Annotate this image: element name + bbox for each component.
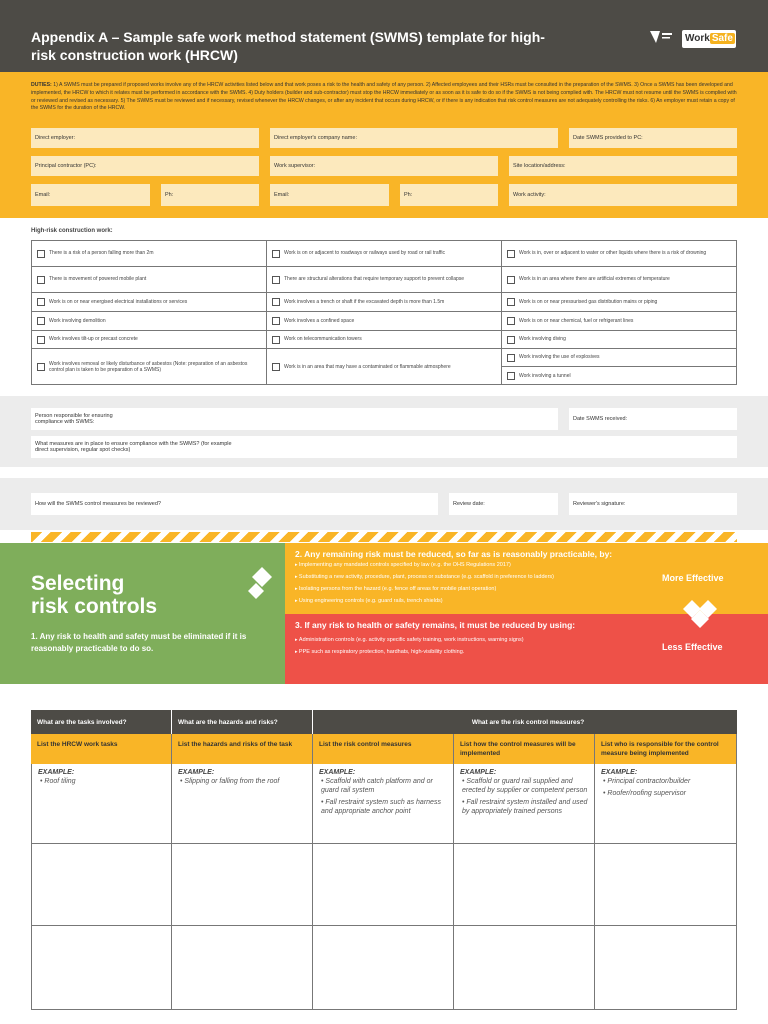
eliminate-point: 1. Any risk to health and safety must be eliminated if it is reasonably practicable to do so. bbox=[31, 632, 247, 653]
control-item: ▸ Using engineering controls (e.g. guard rails, trench shields) bbox=[295, 598, 443, 604]
more-effective-label: More Effective bbox=[662, 573, 724, 583]
direct-employer-field[interactable]: Direct employer: bbox=[31, 128, 259, 148]
hrcw-option[interactable]: Work is on or near chemical, fuel or refrigerant lines bbox=[502, 312, 736, 331]
checkbox[interactable] bbox=[507, 298, 515, 306]
review-date-field[interactable]: Review date: bbox=[449, 493, 558, 515]
hrcw-option[interactable]: Work involves a trench or shaft if the excavated depth is more than 1.5m bbox=[267, 293, 502, 312]
table-cell[interactable] bbox=[31, 926, 172, 1010]
checkbox[interactable] bbox=[272, 317, 280, 325]
diamond-icon bbox=[248, 567, 276, 601]
checkbox[interactable] bbox=[272, 363, 280, 371]
victoria-state-government-logo bbox=[650, 31, 672, 45]
table-subheader: List who is responsible for the control measure being implemented bbox=[595, 734, 737, 764]
table-header: What are the hazards and risks? bbox=[172, 710, 313, 734]
control-item: ▸ Substituting a new activity, procedure, plant, process or substance (e.g. scaffold in preference to ladders) bbox=[295, 574, 554, 580]
company-name-field[interactable]: Direct employer's company name: bbox=[270, 128, 558, 148]
principal-contractor-field[interactable]: Principal contractor (PC): bbox=[31, 156, 259, 176]
compliance-measures-field[interactable]: What measures are in place to ensure compliance with the SWMS? (for example direct supervision, regular spot checks) bbox=[31, 436, 737, 458]
work-supervisor-field[interactable]: Work supervisor: bbox=[270, 156, 498, 176]
hrcw-option[interactable]: Work involving diving bbox=[502, 331, 736, 349]
checkbox[interactable] bbox=[507, 336, 515, 344]
phone-field-1[interactable]: Ph: bbox=[161, 184, 259, 206]
hrcw-option[interactable]: Work is on or near pressurised gas distribution mains or piping bbox=[502, 293, 736, 312]
remaining-risk-heading: 3. If any risk to health or safety remains, it must be reduced by using: bbox=[295, 620, 576, 630]
control-item: ▸ PPE such as respiratory protection, hardhats, high-visibility clothing. bbox=[295, 649, 464, 655]
header bbox=[0, 0, 768, 72]
hrcw-option[interactable]: Work on telecommunication towers bbox=[267, 331, 502, 349]
email-field-2[interactable]: Email: bbox=[270, 184, 389, 206]
table-header: What are the risk control measures? bbox=[313, 710, 737, 734]
duties-text: DUTIES: 1) A SWMS must be prepared if proposed works involve any of the HRCW activities listed below and that work poses a risk to the health and safety of any person. 2) Affected employees and their HSRs must be consulted in the preparation of the SWMS. 3) Once a SWMS has been developed and implemented, the HRCW to which it relates must be performed in accordance with the SWMS. 4) Duty holders (builder and sub-contractor) must stop the HRCW immediately or as soon as it is safe to do so if the SWMS is not being complied with. The HRCW must not resume until the SWMS is complied with or reviewed and revised as necessary. 5) The SWMS must be reviewed and if necessary, revised whenever the HRCW changes, or after any incident that occurs during HRCW, or if there is any indication that risk control measures are not adequately controlling the risks. 6) An employer must retain a copy of the SWMS for the duration of the HRCW. bbox=[31, 82, 737, 112]
table-cell[interactable] bbox=[454, 844, 595, 926]
table-cell[interactable]: EXAMPLE: • Scaffold with catch platform and or guard rail system • Fall restraint system such as harness and appropriate anchor point bbox=[313, 764, 454, 844]
hrcw-option[interactable]: Work involving a tunnel bbox=[502, 367, 736, 385]
site-location-field[interactable]: Site location/address: bbox=[509, 156, 737, 176]
hrcw-option[interactable]: There is a risk of a person falling more than 2m bbox=[32, 241, 267, 267]
table-cell[interactable] bbox=[595, 926, 737, 1010]
review-method-field[interactable]: How will the SWMS control measures be reviewed? bbox=[31, 493, 438, 515]
checkbox[interactable] bbox=[37, 317, 45, 325]
hrcw-option[interactable]: Work is on or near energised electrical installations or services bbox=[32, 293, 267, 312]
work-activity-field[interactable]: Work activity: bbox=[509, 184, 737, 206]
table-subheader: List the hazards and risks of the task bbox=[172, 734, 313, 764]
table-cell[interactable] bbox=[172, 844, 313, 926]
date-received-field[interactable]: Date SWMS received: bbox=[569, 408, 737, 430]
page-title: Appendix A – Sample safe work method statement (SWMS) template for high-risk construction work (HRCW) bbox=[31, 29, 545, 63]
checkbox[interactable] bbox=[37, 250, 45, 258]
hrcw-option[interactable]: Work is in an area where there are artificial extremes of temperature bbox=[502, 267, 736, 293]
checkbox[interactable] bbox=[507, 372, 515, 380]
hrcw-option[interactable]: Work involving demolition bbox=[32, 312, 267, 331]
hrcw-option[interactable]: Work is in an area that may have a contaminated or flammable atmosphere bbox=[267, 349, 502, 385]
checkbox[interactable] bbox=[272, 276, 280, 284]
checkbox[interactable] bbox=[507, 276, 515, 284]
less-effective-label: Less Effective bbox=[662, 642, 723, 652]
hrcw-option[interactable]: Work involves removal or likely disturbance of asbestos (Note: preparation of an asbestos control plan is taken to be preparation of a SWMS) bbox=[32, 349, 267, 385]
hrcw-option[interactable]: Work involves tilt-up or precast concrete bbox=[32, 331, 267, 349]
hrcw-option[interactable]: Work is in, over or adjacent to water or other liquids where there is a risk of drowning bbox=[502, 241, 736, 267]
checkbox[interactable] bbox=[272, 250, 280, 258]
selecting-risk-controls-panel bbox=[0, 543, 285, 684]
hrcw-option[interactable]: There is movement of powered mobile plant bbox=[32, 267, 267, 293]
table-cell[interactable]: EXAMPLE: • Principal contractor/builder • Roofer/roofing supervisor bbox=[595, 764, 737, 844]
worksafe-logo: Work Safe bbox=[682, 30, 736, 48]
checkbox[interactable] bbox=[507, 354, 515, 362]
table-cell[interactable] bbox=[454, 926, 595, 1010]
table-subheader: List the risk control measures bbox=[313, 734, 454, 764]
phone-field-2[interactable]: Ph: bbox=[400, 184, 498, 206]
table-cell[interactable] bbox=[313, 926, 454, 1010]
table-cell[interactable] bbox=[172, 926, 313, 1010]
hrcw-label: High-risk construction work: bbox=[31, 228, 113, 234]
hazard-stripe-divider bbox=[31, 532, 737, 542]
table-cell[interactable]: EXAMPLE: • Roof tiling bbox=[31, 764, 172, 844]
control-item: ▸ Administration controls (e.g. activity specific safety training, work instructions, warning signs) bbox=[295, 637, 524, 643]
diamond-icon bbox=[683, 600, 717, 628]
checkbox[interactable] bbox=[507, 250, 515, 258]
table-cell[interactable]: EXAMPLE: • Scaffold or guard rail supplied and erected by supplier or competent person • Fall restraint system installed and used by appropriately trained persons bbox=[454, 764, 595, 844]
table-cell[interactable] bbox=[31, 844, 172, 926]
checkbox[interactable] bbox=[37, 336, 45, 344]
checkbox[interactable] bbox=[37, 363, 45, 371]
hrcw-option[interactable]: Work involving the use of explosives bbox=[502, 349, 736, 367]
table-cell[interactable]: EXAMPLE: • Slipping or falling from the roof bbox=[172, 764, 313, 844]
checkbox[interactable] bbox=[272, 298, 280, 306]
hrcw-option[interactable]: Work involves a confined space bbox=[267, 312, 502, 331]
hrcw-option[interactable]: Work is on or adjacent to roadways or railways used by road or rail traffic bbox=[267, 241, 502, 267]
table-header: What are the tasks involved? bbox=[31, 710, 172, 734]
hrcw-option[interactable]: There are structural alterations that require temporary support to prevent collapse bbox=[267, 267, 502, 293]
date-provided-field[interactable]: Date SWMS provided to PC: bbox=[569, 128, 737, 148]
checkbox[interactable] bbox=[507, 317, 515, 325]
swms-task-table bbox=[31, 710, 737, 1010]
checkbox[interactable] bbox=[37, 298, 45, 306]
hrcw-checklist bbox=[31, 240, 737, 385]
person-responsible-field[interactable]: Person responsible for ensuring compliance with SWMS: bbox=[31, 408, 558, 430]
email-field-1[interactable]: Email: bbox=[31, 184, 150, 206]
table-subheader: List the HRCW work tasks bbox=[31, 734, 172, 764]
reviewer-signature-field[interactable]: Reviewer's signature: bbox=[569, 493, 737, 515]
control-item: ▸ Isolating persons from the hazard (e.g. fence off areas for mobile plant operation) bbox=[295, 586, 496, 592]
table-cell[interactable] bbox=[313, 844, 454, 926]
control-item: ▸ Implementing any mandated controls specified by law (e.g. the OHS Regulations 2017) bbox=[295, 562, 511, 568]
table-subheader: List how the control measures will be implemented bbox=[454, 734, 595, 764]
checkbox[interactable] bbox=[272, 336, 280, 344]
risk-controls-heading: Selecting risk controls bbox=[31, 572, 158, 618]
table-cell[interactable] bbox=[595, 844, 737, 926]
checkbox[interactable] bbox=[37, 276, 45, 284]
reduce-risk-heading: 2. Any remaining risk must be reduced, so far as is reasonably practicable, by: bbox=[295, 549, 613, 559]
remaining-risk-panel bbox=[285, 614, 768, 684]
